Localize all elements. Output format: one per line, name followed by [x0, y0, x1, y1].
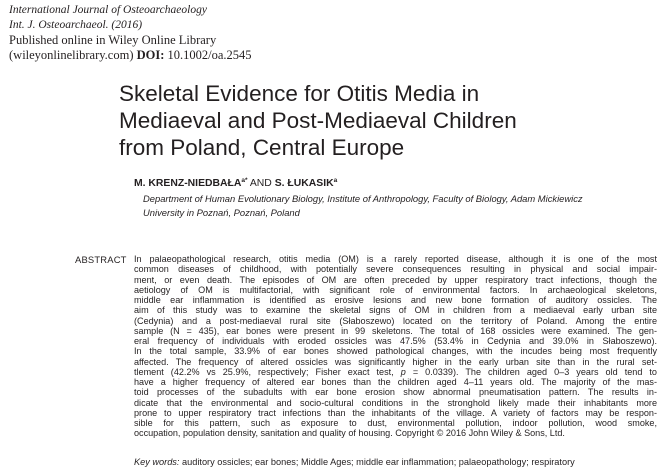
author-affiliation-mark: a [333, 177, 338, 184]
abstract-line: tlement (42.2% vs 25.9%, respectively; Fisher exact test, p = 0.0339). The children aged 0–3 years old tend to [134, 366, 657, 377]
keywords [134, 457, 575, 467]
affiliation-line: Department of Human Evolutionary Biology, Institute of Anthropology, Faculty of Biology, Adam Mickiewicz [143, 193, 583, 204]
site-doi-line [9, 48, 252, 63]
title-line: Mediaeval and Post-Mediaeval Children [119, 108, 517, 133]
title-line: Skeletal Evidence for Otitis Media in [119, 81, 480, 106]
abstract-line: prone to upper respiratory tract infections than the inhabitants of the village. A variety of factors may be respon- [134, 407, 657, 418]
abstract-line: eral frequency of individuals with eroded ossicles was 47.5% (53.4% in Cedynia and 39.0% in Słaboszewo). [134, 336, 657, 346]
abstract-line: In the total sample, 33.9% of ear bones showed pathological changes, with the incudes being most frequently [134, 346, 657, 357]
abstract-line: aim of this study was to examine the skeletal signs of OM in children from a mediaeval early urban site [134, 305, 657, 316]
abstract-line: occupation, population density, sanitation and quality of housing. Copyright © 2016 John Wiley & Sons, Ltd. [134, 428, 565, 439]
affiliation [143, 192, 653, 219]
published-online-note: Published online in Wiley Online Library [9, 33, 217, 47]
abstract-line: (Cedynia) and a post-mediaeval rural site (Słaboszewo) located on the territory of Poland. Among the entire [134, 315, 657, 326]
abstract-line: In palaeopathological research, otitis media (OM) is a rarely reported disease, although it is one of the most [134, 254, 657, 264]
abstract-line: dicate that the environmental and socio-cultural conditions in the stronghold likely made their inhabitants more [134, 397, 657, 408]
statistic-symbol: p [400, 366, 406, 377]
doi-value[interactable]: 10.1002/oa.2545 [167, 48, 252, 62]
abstract-line: middle ear inflammation is identified as erosive lesions and new bone formation of auditory ossicles. The [134, 295, 657, 305]
doi-label: DOI: [136, 48, 165, 62]
title-line: from Poland, Central Europe [119, 135, 405, 160]
author-conjunction: AND [249, 178, 272, 189]
abstract-line: common diseases of childhood, with potentially severe consequences resulting in physical and social impair- [134, 264, 657, 275]
keywords-label: Key words: [134, 457, 180, 467]
author-list [134, 177, 337, 189]
journal-citation [9, 18, 252, 33]
abstract-line: have a higher frequency of altered ear bones than the children aged 4–11 years old. The majority of the mas- [134, 377, 657, 387]
author-affiliation-mark: a* [241, 177, 248, 184]
abstract-line: aetiology of OM is multifactorial, with significant role of environmental factors. In archaeological skeletons, [134, 284, 657, 295]
abstract-line: toid processes of the subadults with ear bone erosion show abnormal pneumatisation pattern. The results in- [134, 387, 657, 398]
author-name: M. KRENZ-NIEDBAŁA [134, 178, 242, 189]
affiliation-line: University in Poznań, Poznań, Poland [143, 206, 300, 218]
abstract-line: ment, or even death. The episodes of OM are often preceded by upper respiratory tract infections, though the [134, 274, 657, 285]
site-url[interactable]: (wileyonlinelibrary.com) [9, 48, 134, 62]
abstract-label: ABSTRACT [75, 254, 127, 265]
journal-header [9, 3, 252, 63]
journal-abbrev-year: Int. J. Osteoarchaeol. (2016) [9, 19, 143, 31]
author-name: S. ŁUKASIK [274, 178, 334, 189]
paper-title [119, 80, 659, 161]
keywords-list: auditory ossicles; ear bones; Middle Ages; middle ear inflammation; palaeopathology; respiratory [182, 457, 575, 467]
abstract-line: sample (N = 435), ear bones were present in 99 skeletons. The total of 168 ossicles were examined. The gen- [134, 325, 657, 336]
abstract-line: sible for this pattern, such as exposure to dust, environmental pollution, indoor pollution, wood smoke, [134, 418, 657, 428]
abstract-line: affected. The frequency of altered ossicles was significantly higher in the early urban site than in the rural set- [134, 356, 657, 367]
abstract-body [134, 254, 657, 439]
journal-name: International Journal of Osteoarchaeology [9, 4, 207, 16]
